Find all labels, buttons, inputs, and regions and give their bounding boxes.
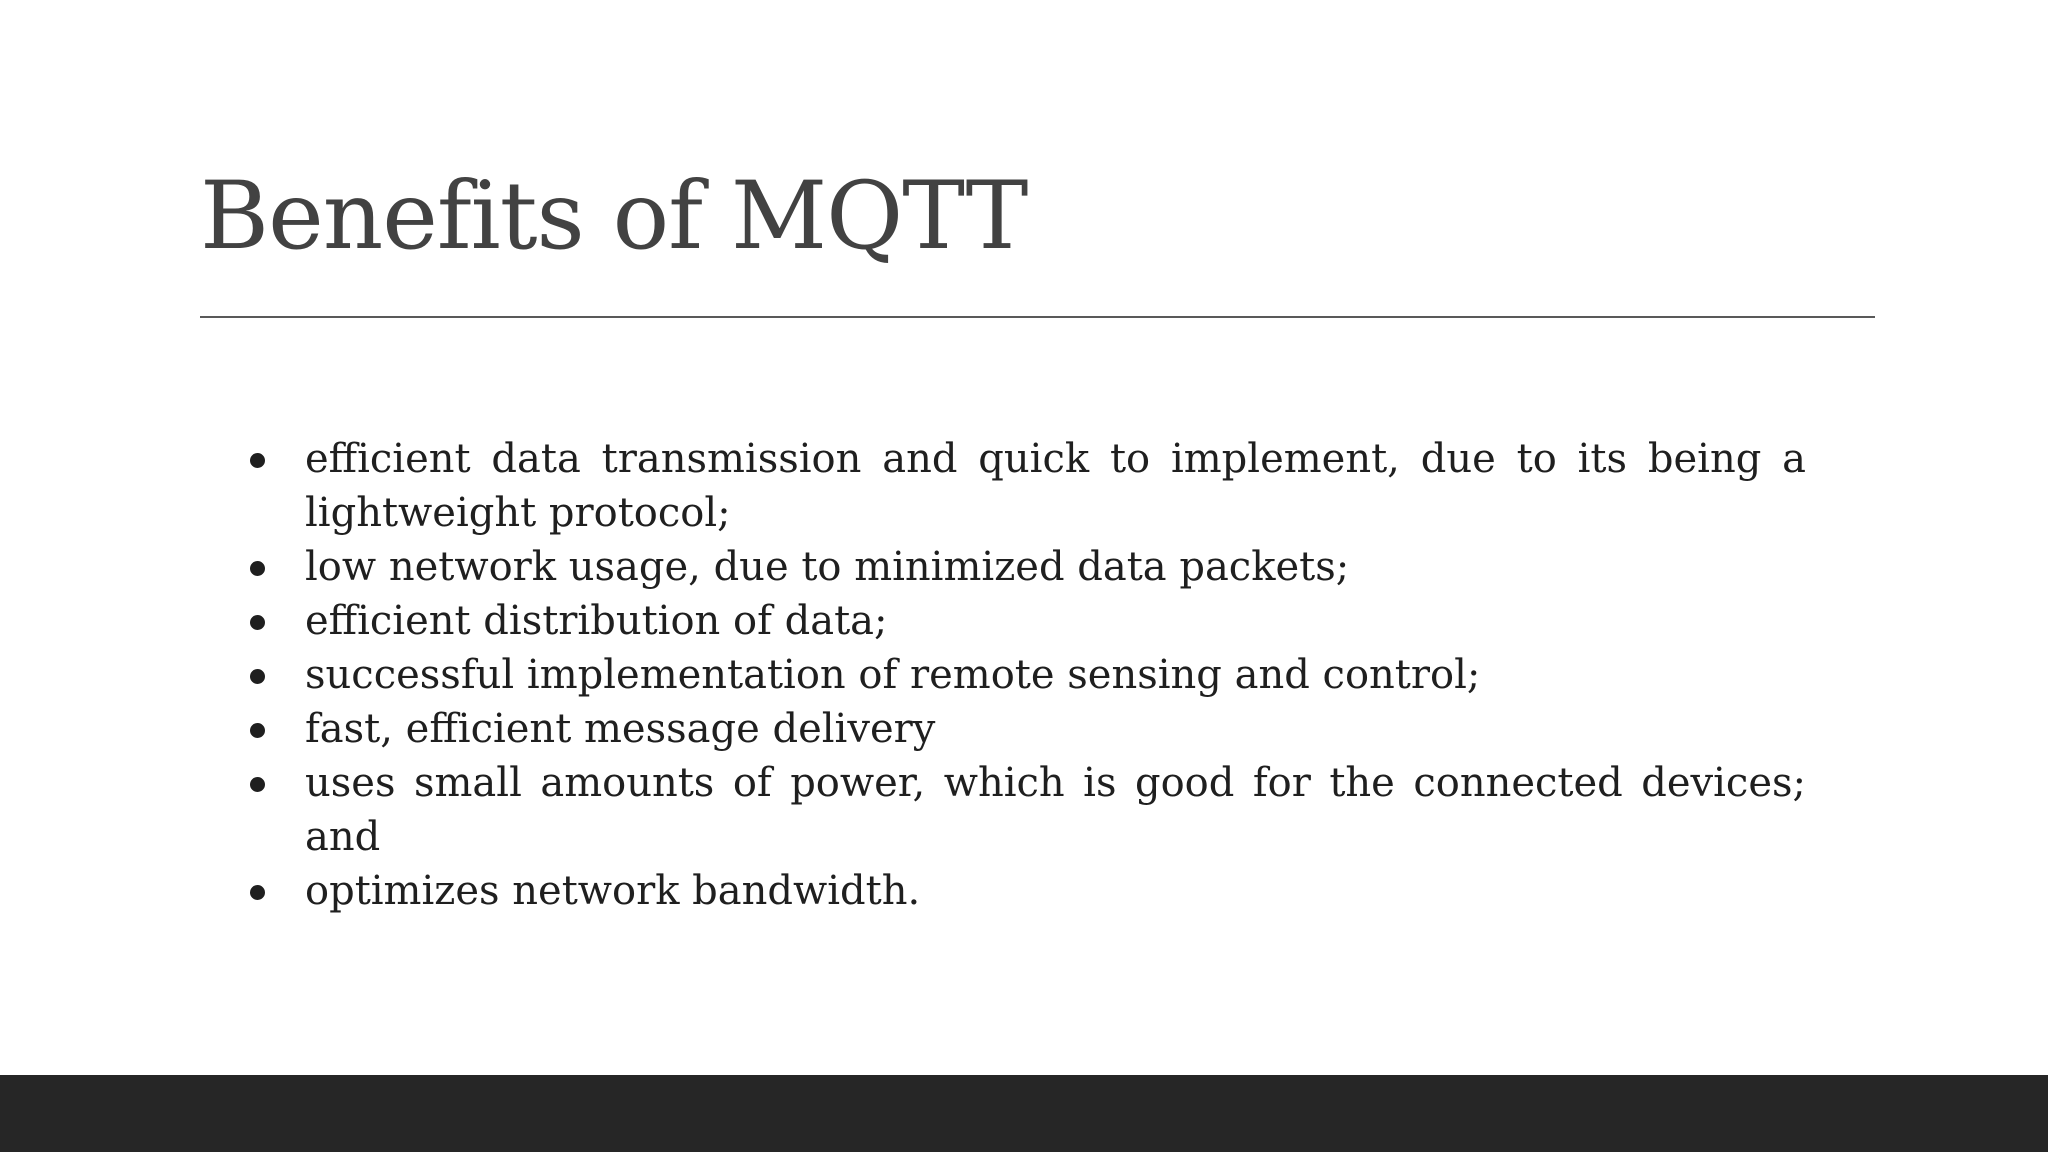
bullet-icon xyxy=(250,669,265,684)
bullet-icon xyxy=(250,777,265,792)
bullet-icon xyxy=(250,561,265,576)
bullet-text: fast, efficient message delivery xyxy=(305,706,936,752)
bullet-text: successful implementation of remote sensing and control; xyxy=(305,652,1481,698)
bullet-text: optimizes network bandwidth. xyxy=(305,868,921,914)
slide-title: Benefits of MQTT xyxy=(200,162,1028,271)
bullet-item xyxy=(200,864,1806,918)
bullet-text: low network usage, due to minimized data packets; xyxy=(305,544,1350,590)
footer-bar xyxy=(0,1075,2048,1152)
bullet-icon xyxy=(250,453,265,468)
bullet-text: efficient data transmission and quick to implement, due to its being a lightweight protocol; xyxy=(305,436,1806,536)
bullet-text: uses small amounts of power, which is good for the connected devices; and xyxy=(305,760,1806,860)
bullet-text: efficient distribution of data; xyxy=(305,598,888,644)
bullet-item xyxy=(200,756,1806,864)
bullet-item xyxy=(200,648,1806,702)
bullet-icon xyxy=(250,885,265,900)
bullet-list xyxy=(200,432,1806,918)
bullet-item xyxy=(200,540,1806,594)
bullet-icon xyxy=(250,615,265,630)
title-divider xyxy=(200,316,1875,318)
bullet-item xyxy=(200,432,1806,540)
bullet-item xyxy=(200,594,1806,648)
bullet-icon xyxy=(250,723,265,738)
bullet-item xyxy=(200,702,1806,756)
